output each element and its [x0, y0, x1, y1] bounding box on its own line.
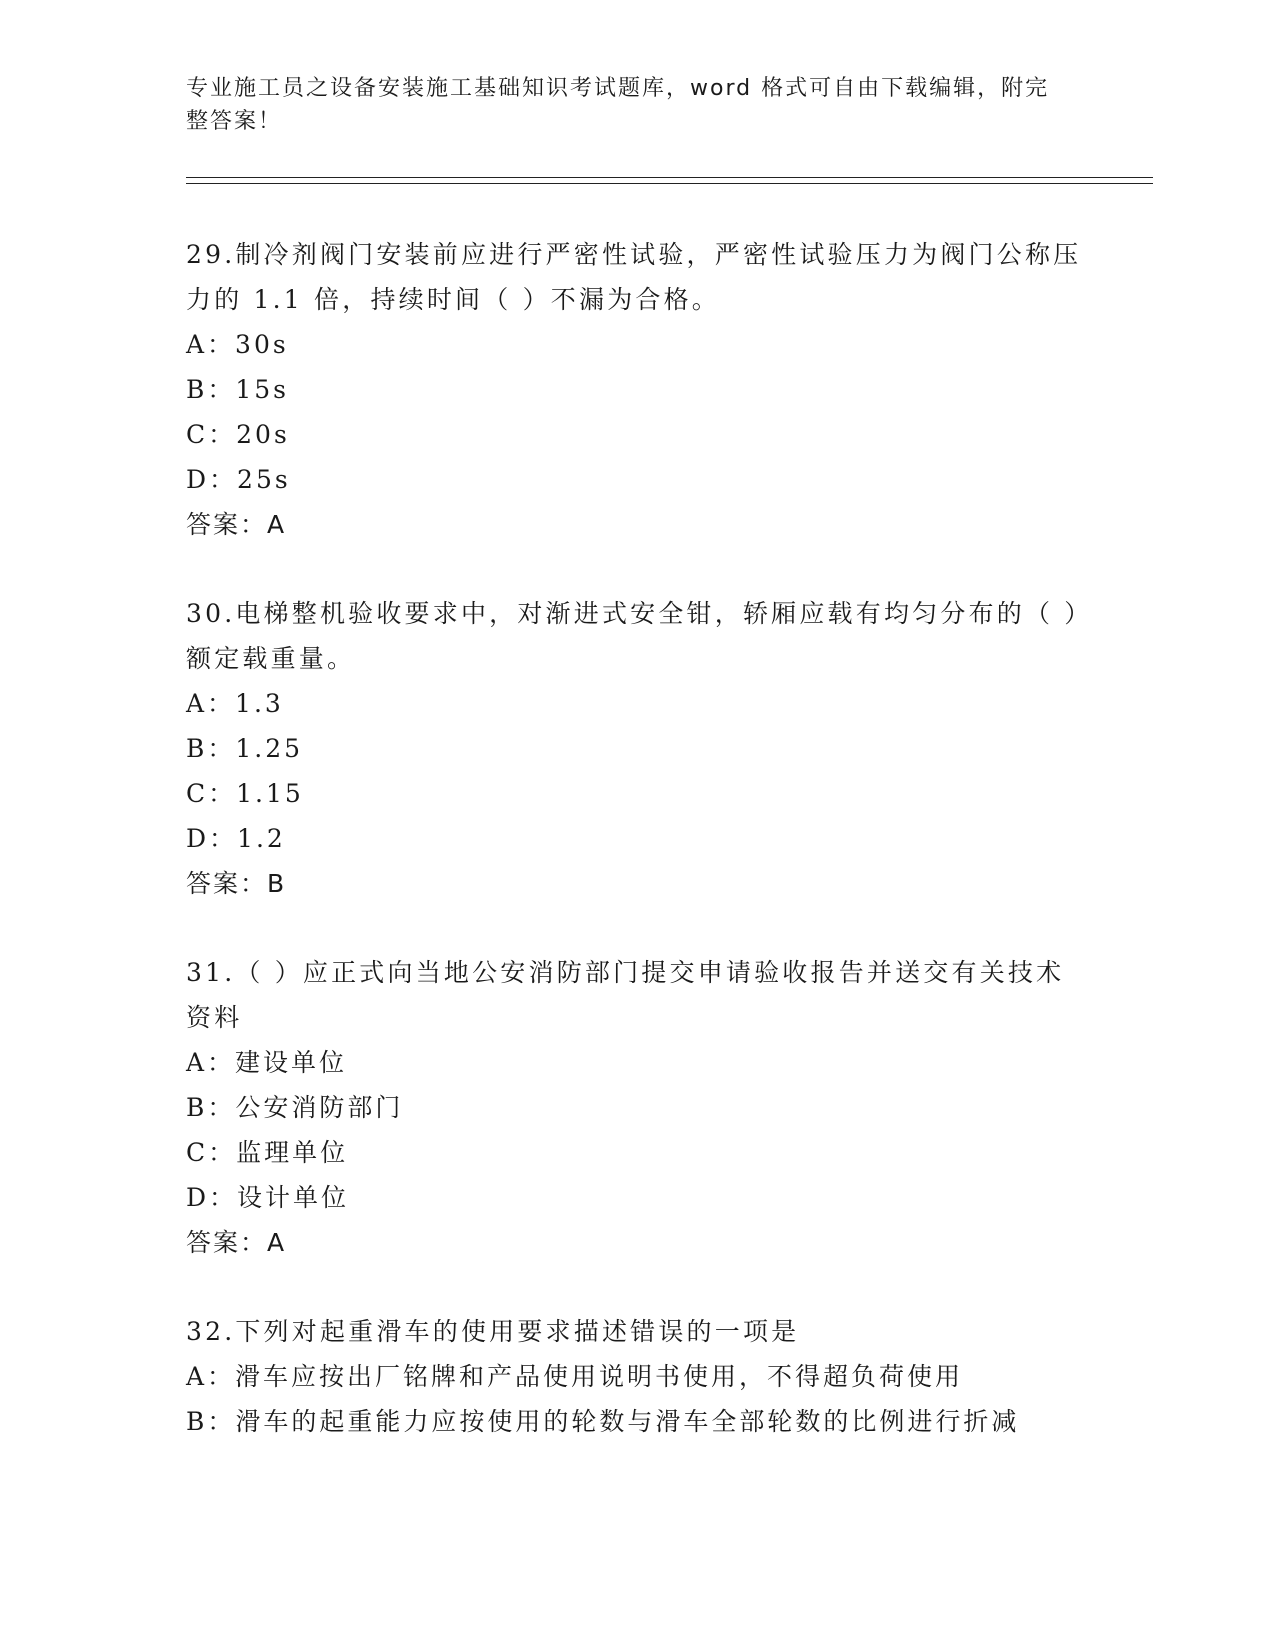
header-divider-top — [186, 177, 1153, 178]
question-stem: 31.（ ）应正式向当地公安消防部门提交申请验收报告并送交有关技术资料 — [186, 958, 1065, 1032]
option-c: C：监理单位 — [186, 1138, 349, 1167]
option-a: A：滑车应按出厂铭牌和产品使用说明书使用，不得超负荷使用 — [186, 1362, 964, 1391]
option-d: D：25s — [186, 465, 291, 494]
question-30 — [186, 591, 1086, 906]
option-d: D：1.2 — [186, 824, 286, 853]
answer-line: 答案：A — [186, 1228, 287, 1257]
answer-line: 答案：B — [186, 869, 287, 898]
document-header: 专业施工员之设备安装施工基础知识考试题库，word 格式可自由下载编辑，附完整答案！ — [186, 76, 1050, 134]
question-31 — [186, 950, 1086, 1265]
option-d: D：设计单位 — [186, 1183, 350, 1212]
question-32 — [186, 1309, 1086, 1444]
question-29 — [186, 232, 1086, 547]
option-a: A：1.3 — [186, 689, 284, 718]
answer-line: 答案：A — [186, 510, 287, 539]
option-c: C：1.15 — [186, 779, 304, 808]
header-divider-bottom — [186, 183, 1153, 184]
question-list — [186, 232, 1086, 1488]
question-stem: 29.制冷剂阀门安装前应进行严密性试验，严密性试验压力为阀门公称压力的 1.1 倍，持续时间（ ）不漏为合格。 — [186, 240, 1082, 314]
option-b: B：公安消防部门 — [186, 1093, 404, 1122]
question-stem: 30.电梯整机验收要求中，对渐进式安全钳，轿厢应载有均匀分布的（ ）额定载重量。 — [186, 599, 1081, 673]
option-b: B：滑车的起重能力应按使用的轮数与滑车全部轮数的比例进行折减 — [186, 1407, 1020, 1436]
option-a: A：建设单位 — [186, 1048, 348, 1077]
option-a: A：30s — [186, 330, 289, 359]
option-c: C：20s — [186, 420, 290, 449]
option-b: B：15s — [186, 375, 290, 404]
option-b: B：1.25 — [186, 734, 304, 763]
question-stem: 32.下列对起重滑车的使用要求描述错误的一项是 — [186, 1317, 800, 1346]
